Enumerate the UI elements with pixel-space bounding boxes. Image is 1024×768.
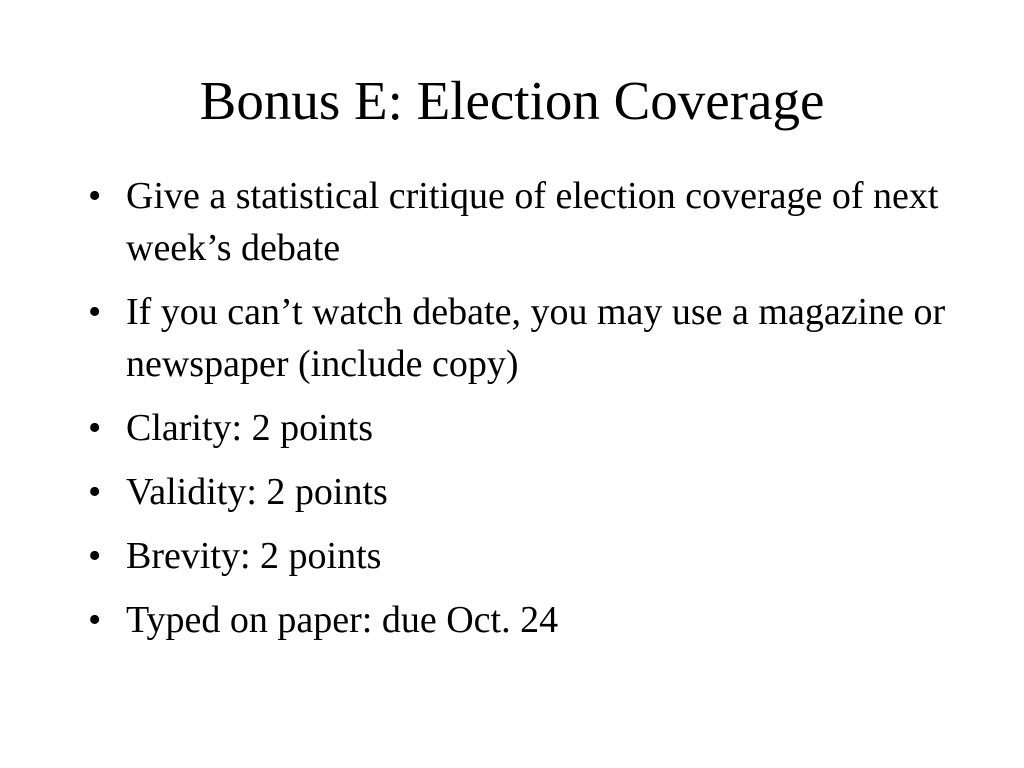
bullet-item — [88, 594, 968, 646]
bullet-text: Validity: 2 points — [126, 471, 388, 513]
bullet-item — [88, 286, 968, 390]
bullet-list — [88, 170, 968, 658]
bullet-dot-icon: • — [88, 291, 102, 333]
bullet-text: Typed on paper: due Oct. 24 — [126, 599, 559, 641]
bullet-dot-icon: • — [88, 599, 102, 641]
bullet-dot-icon: • — [88, 535, 102, 577]
bullet-item — [88, 170, 968, 274]
bullet-text: Give a statistical critique of election coverage of next week’s debate — [126, 175, 939, 269]
bullet-item — [88, 530, 968, 582]
slide-title: Bonus E: Election Coverage — [199, 70, 825, 131]
bullet-dot-icon: • — [88, 407, 102, 449]
bullet-text: If you can’t watch debate, you may use a magazine or newspaper (include copy) — [126, 291, 946, 385]
bullet-dot-icon: • — [88, 175, 102, 217]
bullet-text: Clarity: 2 points — [126, 407, 373, 449]
bullet-item — [88, 402, 968, 454]
bullet-text: Brevity: 2 points — [126, 535, 382, 577]
bullet-item — [88, 466, 968, 518]
bullet-dot-icon: • — [88, 471, 102, 513]
